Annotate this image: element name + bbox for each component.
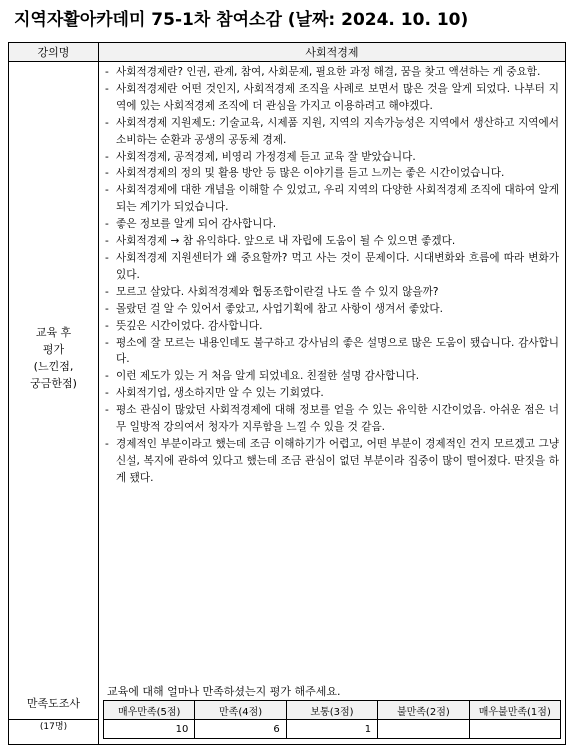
evaluation-label (9, 324, 98, 392)
bullet-dash: - (105, 167, 109, 180)
comment-text: 모르고 살았다. 사회적경제와 협동조합이란걸 나도 쓸 수 있지 않을까? (116, 285, 439, 298)
comment-item (105, 250, 559, 284)
document-title: 지역자활아카데미 75-1차 참여소감 (날짜: 2024. 10. 10) (14, 10, 469, 30)
evaluation-label-line: 궁금한점) (30, 377, 77, 390)
rating-count: 6 (195, 720, 286, 739)
satisfaction-section (99, 683, 565, 744)
satisfaction-value-row (104, 720, 561, 739)
comment-text: 사회적경제란? 인권, 관계, 참여, 사회문제, 필요한 과정 해결, 꿈을 찾고 액션하는 게 중요함. (116, 66, 541, 78)
satisfaction-header-row (104, 701, 561, 720)
comment-item (105, 182, 559, 216)
lecture-name-value: 사회적경제 (99, 43, 565, 62)
bullet-dash: - (105, 302, 109, 315)
comment-item (105, 233, 559, 250)
comment-text: 이런 제도가 있는 거 처음 알게 되었네요. 친절한 설명 감사합니다. (116, 370, 420, 383)
evaluation-label-line: (느낀점, (33, 360, 74, 373)
comment-text: 사회적경제, 공적경제, 비영리 가정경제 듣고 교육 잘 받았습니다. (116, 150, 416, 163)
comment-text: 평소에 잘 모르는 내용인데도 불구하고 강사님의 좋은 설명으로 많은 도움이 됐습니다. 감사합니다. (116, 336, 559, 366)
comment-list (99, 62, 565, 701)
bullet-dash: - (105, 116, 109, 129)
comment-item (105, 335, 559, 369)
satisfaction-table (103, 700, 561, 739)
comment-text: 사회적경제 → 참 유익하다. 앞으로 내 자립에 도움이 될 수 있으면 좋겠다. (116, 235, 456, 248)
comment-item (105, 216, 559, 233)
comment-item (105, 318, 559, 335)
rating-count (469, 720, 560, 739)
rating-header: 불만족(2점) (378, 701, 469, 720)
comment-item (105, 284, 559, 301)
comment-text: 사회적경제 지원제도: 기술교육, 시제품 지원, 지역의 지속가능성은 지역에서 생산하고 지역에서 소비하는 순환과 공생의 공동체 경제. (116, 116, 559, 146)
rating-header: 보통(3점) (286, 701, 377, 720)
bullet-dash: - (105, 404, 109, 417)
bullet-dash: - (105, 319, 109, 332)
lecture-name-header: 강의명 (9, 43, 99, 62)
bullet-dash: - (105, 387, 109, 400)
bullet-dash: - (105, 184, 109, 197)
bullet-dash: - (105, 251, 109, 264)
bullet-dash: - (105, 82, 109, 95)
survey-form (8, 42, 566, 745)
comment-item (105, 165, 559, 182)
bullet-dash: - (105, 150, 109, 163)
bullet-dash: - (105, 437, 109, 450)
rating-count (378, 720, 469, 739)
rating-header: 매우만족(5점) (104, 701, 195, 720)
comment-text: 경제적인 부분이라고 했는데 조금 이해하기가 어렵고, 어떤 부분이 경제적인 건지 모르겠고 그냥 신설, 복지에 관하여 있다고 했는데 조금 관심이 없던 부분이라 집중이 많이 떨어졌다. 딴짓을 하게 됐다. (116, 437, 559, 484)
bullet-dash: - (105, 285, 109, 298)
comment-text: 사회적경제의 정의 및 활용 방안 등 많은 이야기를 듣고 느끼는 좋은 시간이었습니다. (116, 167, 505, 180)
rating-count: 10 (104, 720, 195, 739)
comment-item (105, 368, 559, 385)
comment-text: 사회적기업, 생소하지만 알 수 있는 기회였다. (116, 387, 324, 400)
comment-text: 좋은 정보를 알게 되어 감사합니다. (116, 218, 277, 231)
evaluation-label-line: 평가 (42, 343, 65, 356)
rating-count: 1 (286, 720, 377, 739)
bullet-dash: - (105, 336, 109, 349)
bullet-dash: - (105, 218, 109, 231)
comment-item (105, 64, 559, 81)
comment-item (105, 149, 559, 166)
bullet-dash: - (105, 66, 109, 78)
comment-item (105, 301, 559, 318)
comment-text: 사회적경제란 어떤 것인지, 사회적경제 조직을 사례로 보면서 많은 것을 알게 되었다. 나부터 지역에 있는 사회적경제 조직에 더 관심을 가지고 이용하려고 해야겠다. (116, 82, 559, 112)
satisfaction-label: 만족도조사 (26, 697, 81, 710)
bullet-dash: - (105, 370, 109, 383)
evaluation-label-line: 교육 후 (35, 326, 72, 339)
comment-item (105, 115, 559, 149)
comment-item (105, 436, 559, 487)
comment-text: 뜻깊은 시간이었다. 감사합니다. (116, 319, 263, 332)
comment-text: 사회적경제 지원센터가 왜 중요할까? 먹고 사는 것이 문제이다. 시대변화와 흐름에 따라 변화가 있다. (116, 251, 559, 281)
rating-header: 매우불만족(1점) (469, 701, 560, 720)
comment-item (105, 385, 559, 402)
comment-text: 몰랐던 걸 알 수 있어서 좋았고, 사업기획에 참고 사항이 생겨서 좋았다. (116, 302, 443, 315)
respondent-count: (17명) (39, 722, 68, 732)
rating-header: 만족(4점) (195, 701, 286, 720)
comment-item (105, 402, 559, 436)
comment-text: 평소 관심이 많았던 사회적경제에 대해 정보를 얻을 수 있는 유익한 시간이었음. 아쉬운 점은 너무 일방적 강의여서 청자가 지루함을 느낄 수 있을 것 같음. (116, 404, 559, 434)
satisfaction-question: 교육에 대해 얼마나 만족하셨는지 평가 해주세요. (107, 685, 341, 698)
comment-item (105, 81, 559, 115)
comment-text: 사회적경제에 대한 개념을 이해할 수 있었고, 우리 지역의 다양한 사회적경제 조직에 대하여 알게 되는 계기가 되었습니다. (116, 184, 559, 214)
bullet-dash: - (105, 235, 109, 248)
evaluation-label-cell (9, 62, 99, 720)
satisfaction-label-cell (9, 683, 99, 744)
